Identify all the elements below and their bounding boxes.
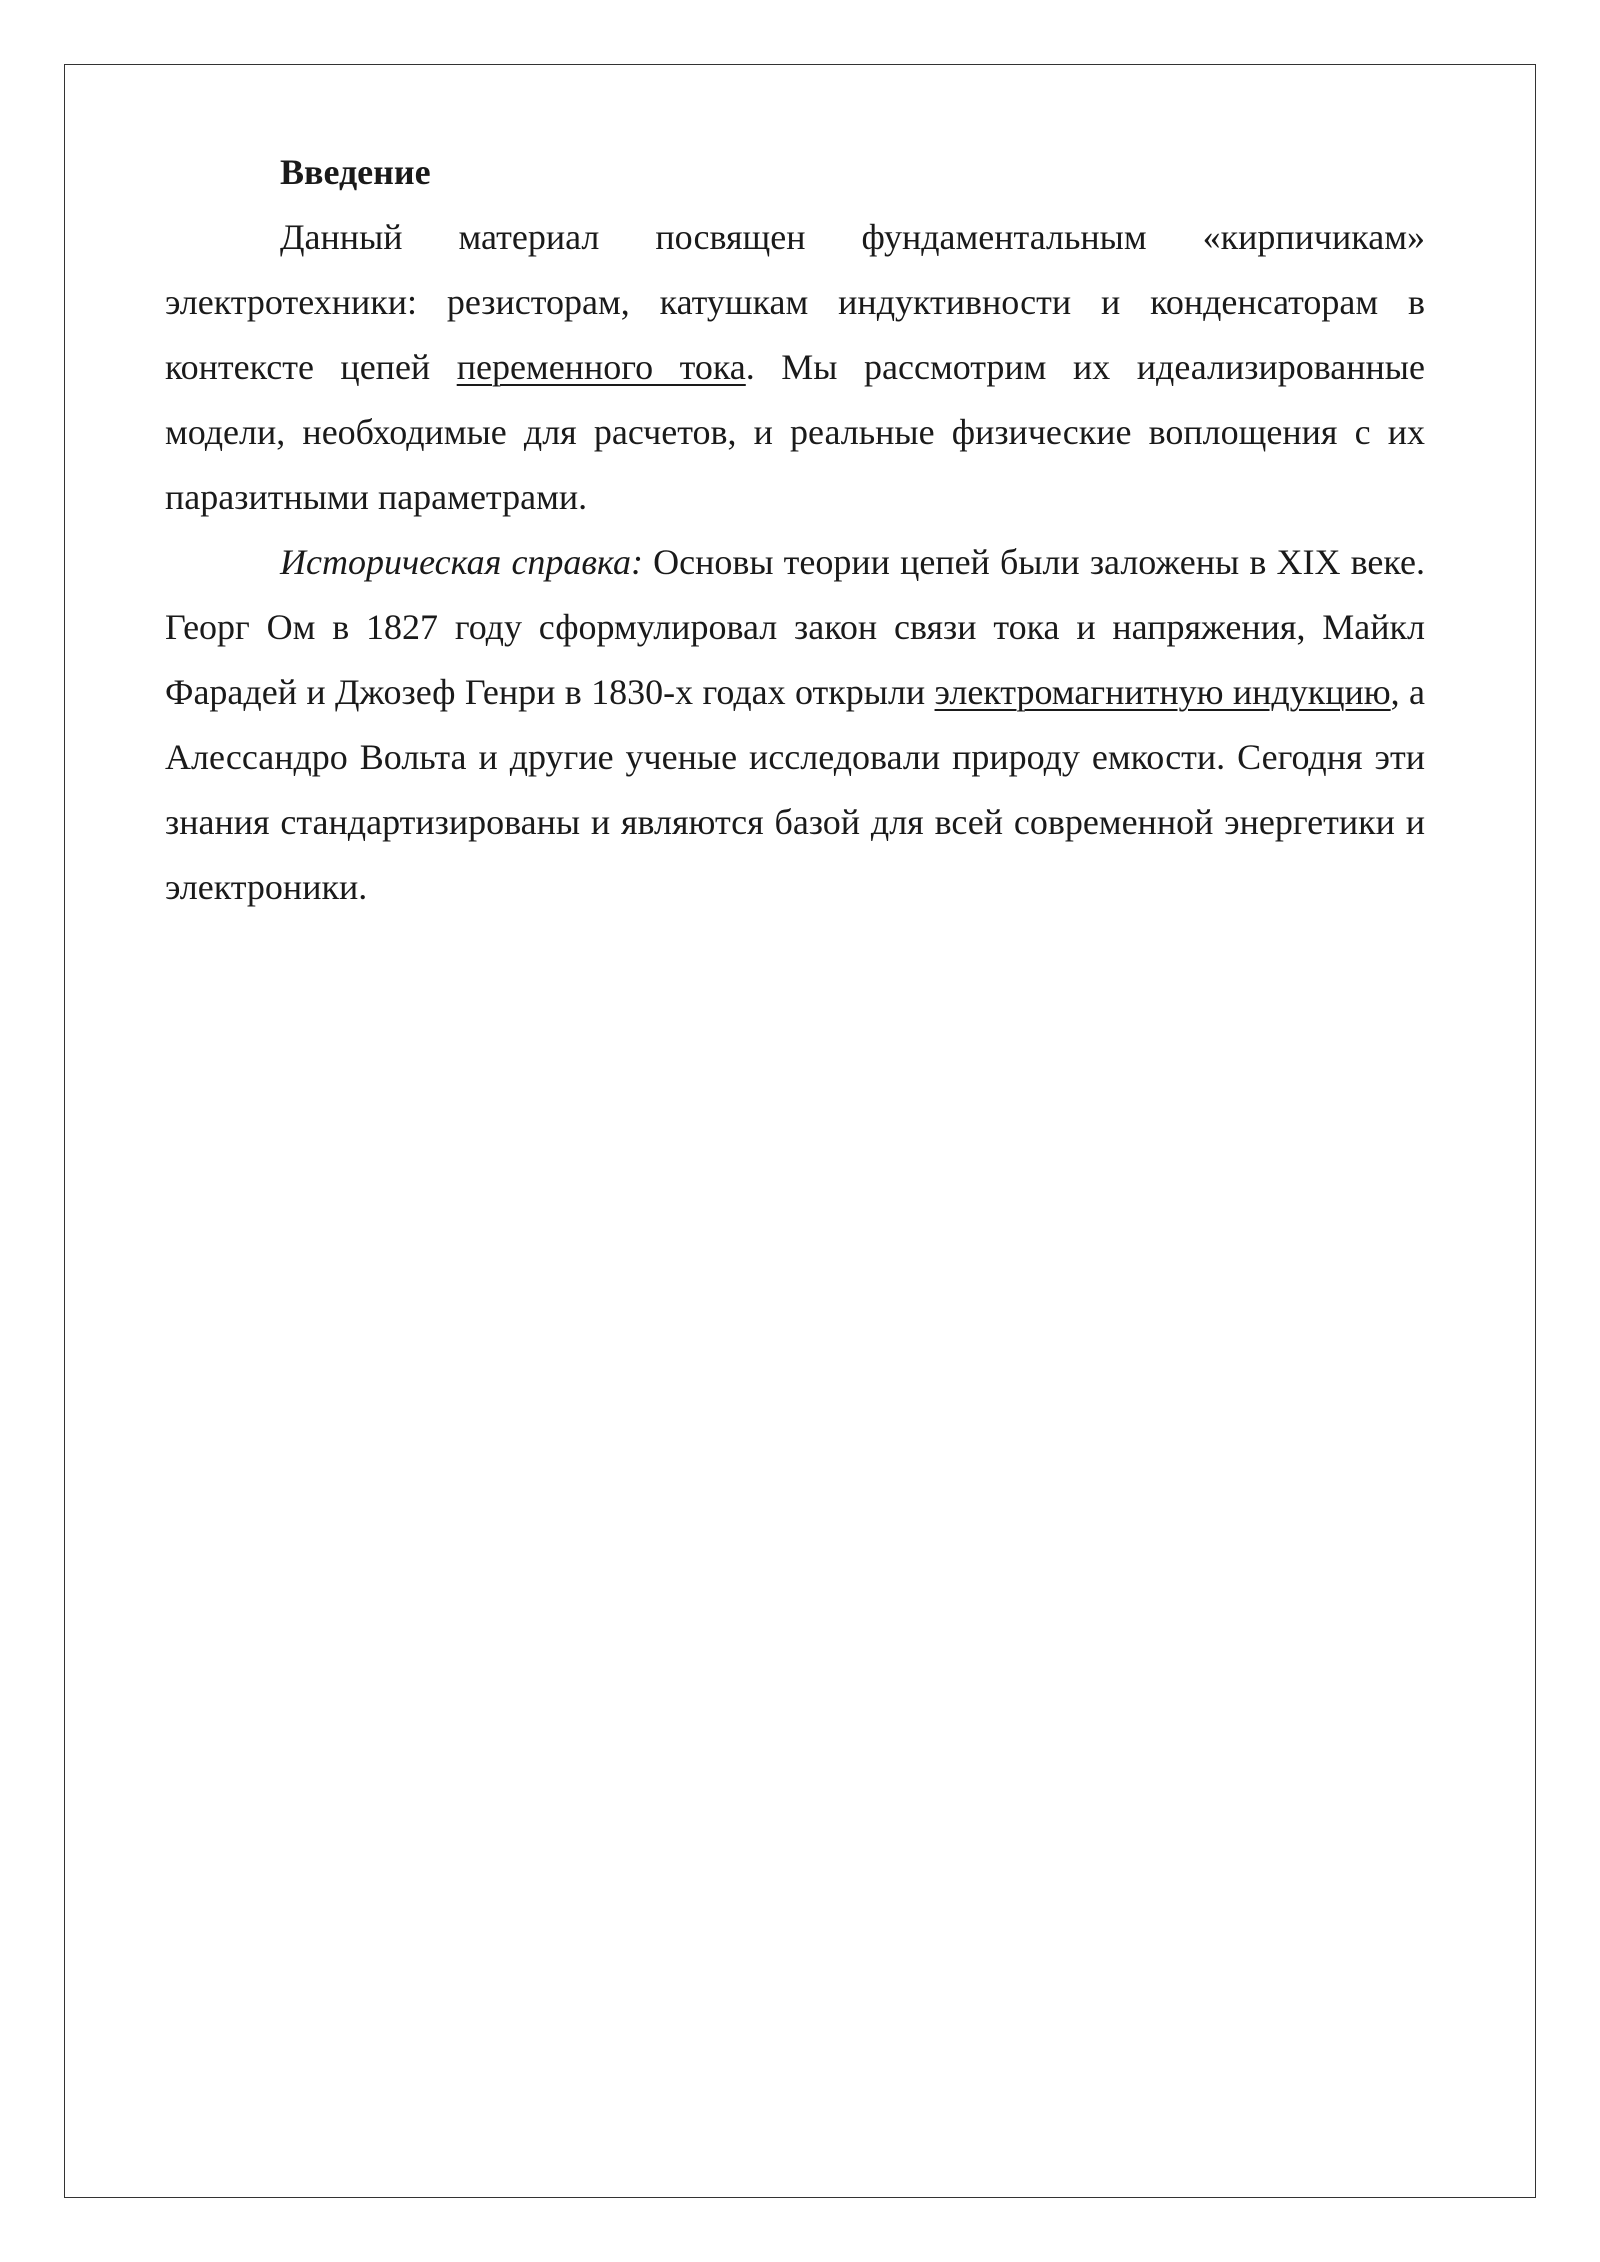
intro-paragraph bbox=[165, 205, 1425, 530]
intro-text-end: . Мы рассмотрим их идеализированные модели, необходимые для расчетов, и реальные физические воплощения с их паразитными параметрами. bbox=[165, 347, 1425, 517]
document-body bbox=[165, 140, 1425, 920]
history-text-start: Основы теории цепей были заложены в XIX веке. Георг Ом в 1827 году сформулировал закон связи тока и напряжения, Майкл Фарадей и Джозеф Генри в 1830-х годах открыли bbox=[165, 542, 1425, 712]
history-text-end: , а Алессандро Вольта и другие ученые исследовали природу емкости. Сегодня эти знания стандартизированы и являются базой для всей современной энергетики и электроники. bbox=[165, 672, 1425, 907]
section-heading: Введение bbox=[280, 152, 431, 192]
intro-text-start: Данный материал посвящен фундаментальным «кирпичикам» электротехники: резисторам, катушкам индуктивности и конденсаторам в контексте цепей bbox=[165, 217, 1425, 387]
link-electromagnetic-induction[interactable]: электромагнитную индукцию bbox=[934, 672, 1391, 712]
history-lead: Историческая справка: bbox=[280, 542, 643, 582]
history-paragraph bbox=[165, 530, 1425, 920]
link-alternating-current[interactable]: переменного тока bbox=[456, 347, 746, 387]
